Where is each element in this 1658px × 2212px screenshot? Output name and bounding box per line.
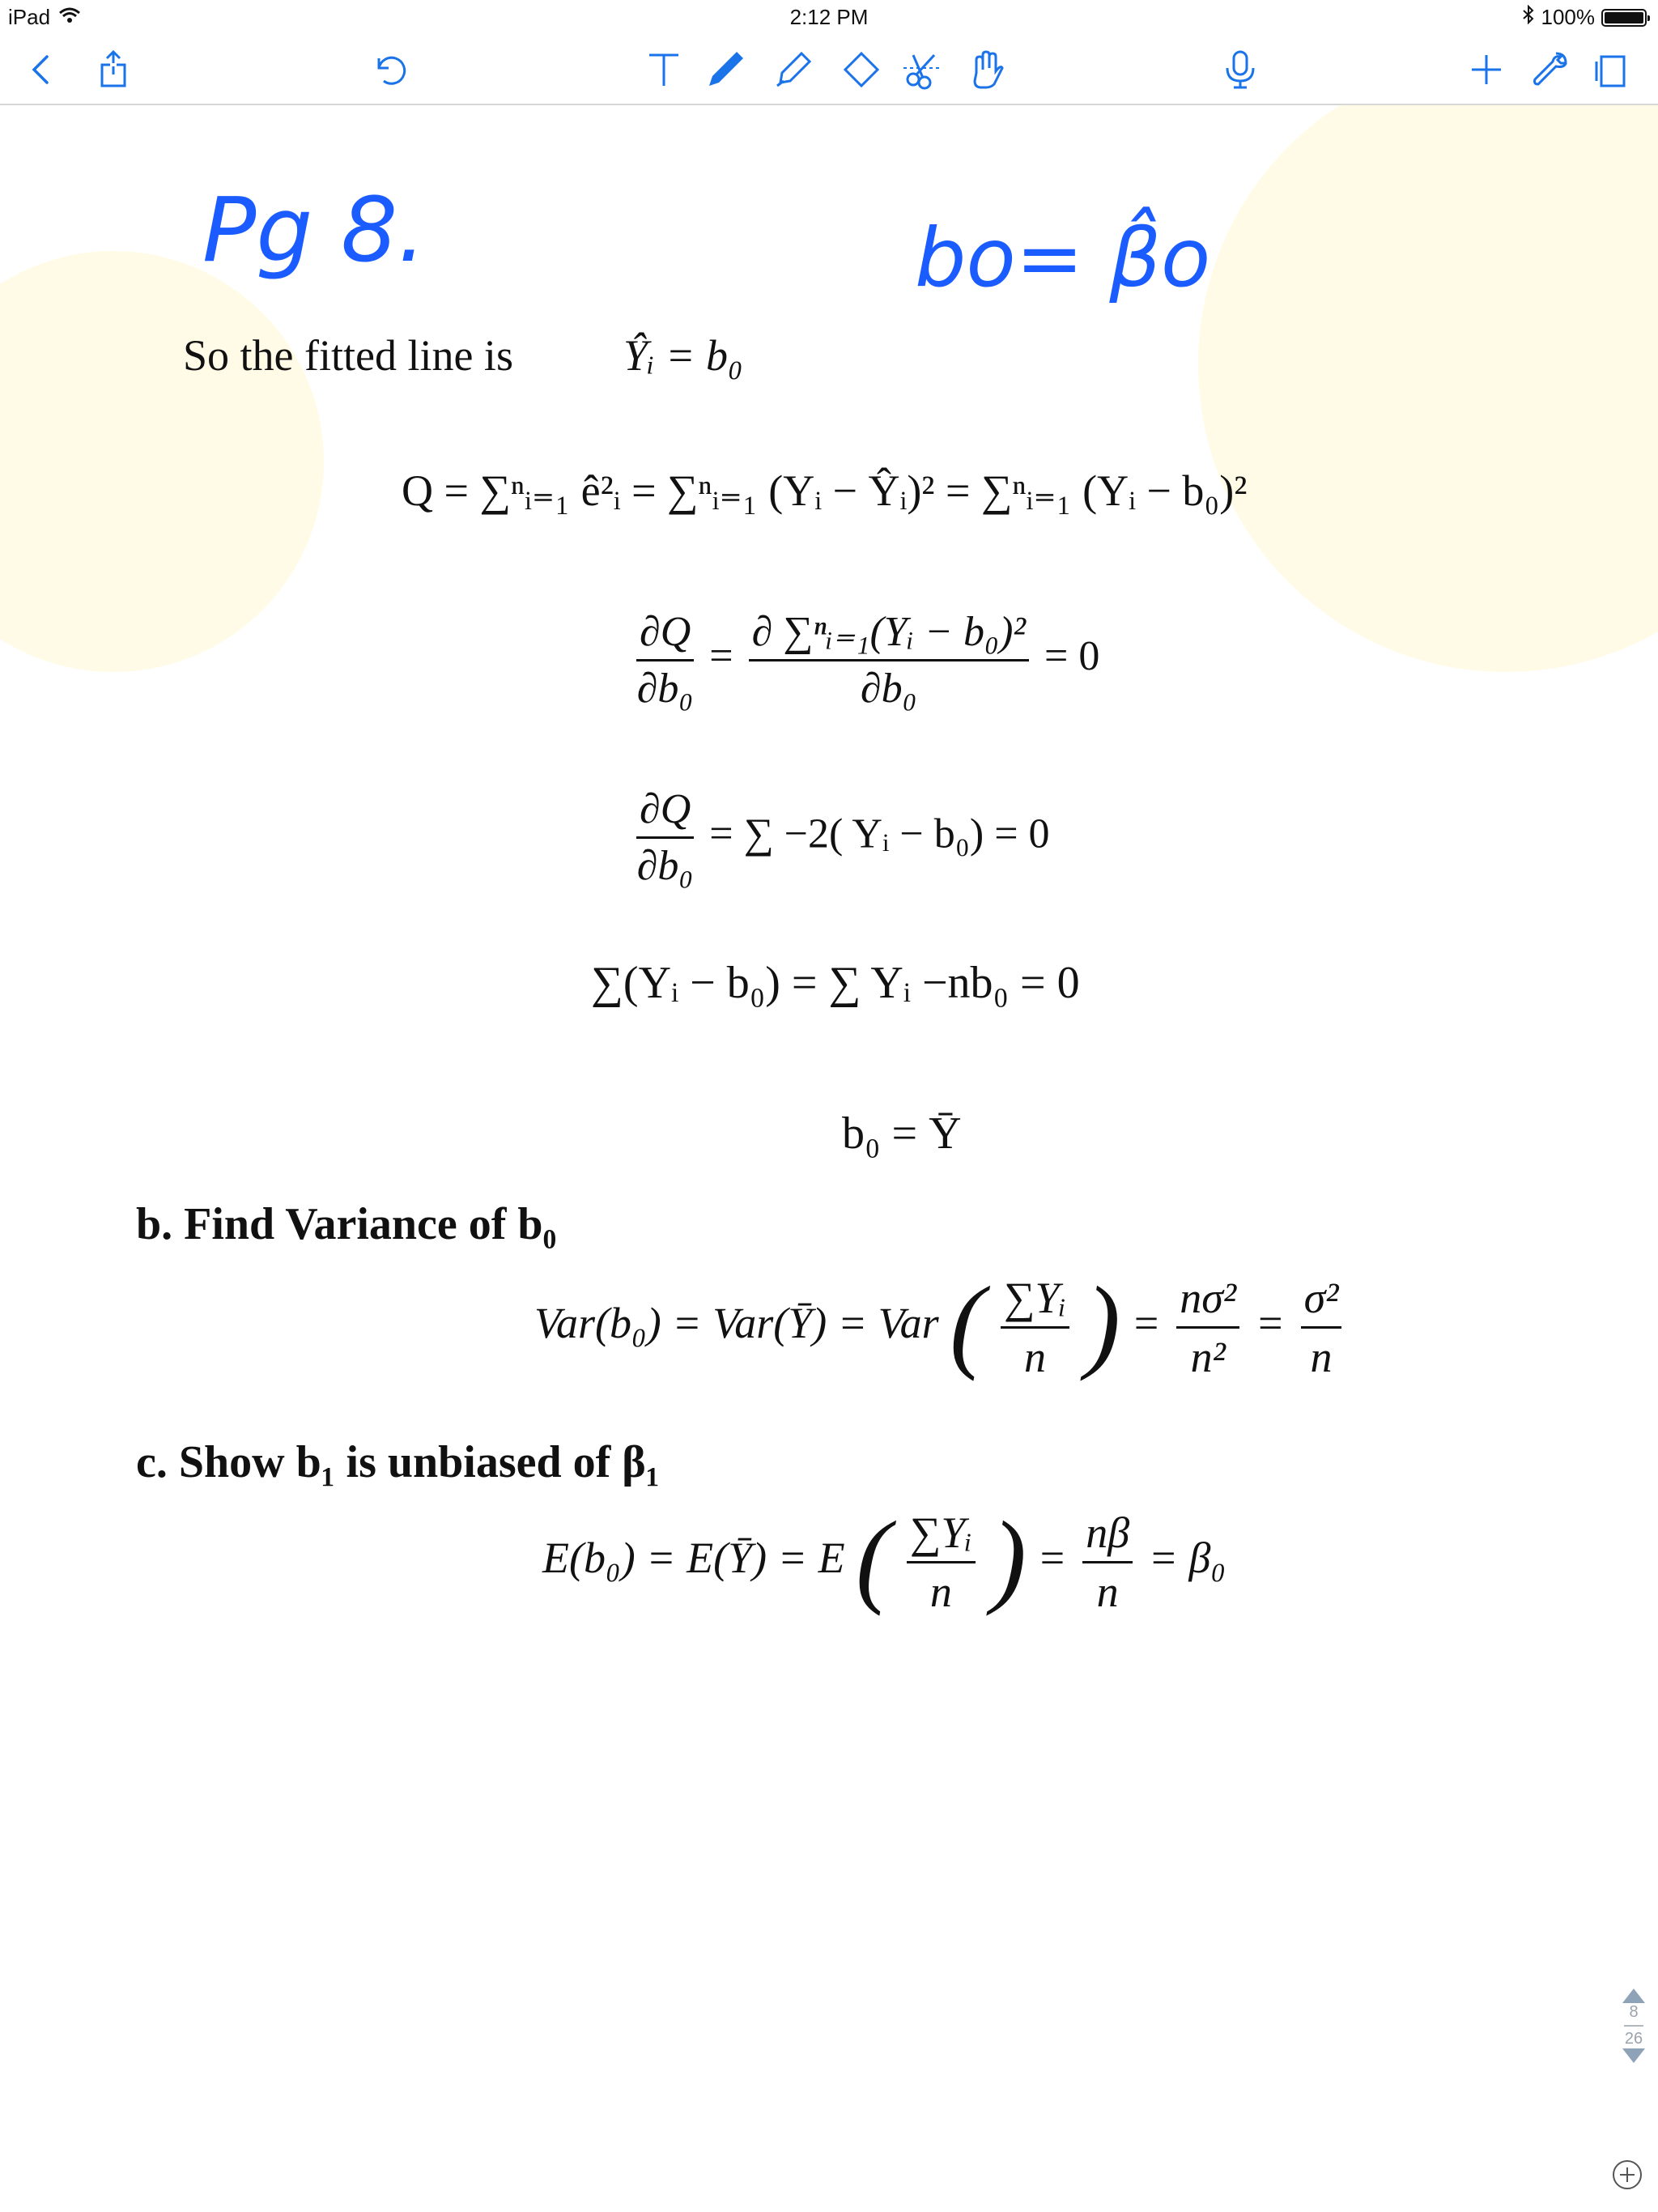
derivative-1-num: ∂Q — [636, 608, 694, 661]
fitted-yhat: Ŷᵢ — [623, 331, 655, 380]
toolbar — [0, 32, 1658, 105]
derivative-2-den: ∂b₀ — [636, 843, 694, 889]
derivative-1-fraction — [636, 608, 694, 713]
equals-sign: = — [709, 632, 733, 679]
zoom-in-icon[interactable] — [1611, 2159, 1643, 2191]
derivative-1-rhs: = 0 — [1044, 632, 1100, 679]
variance-frac-2 — [1176, 1273, 1239, 1382]
expectation-frac-1-num: ∑Yᵢ — [907, 1508, 976, 1563]
variance-frac-2-den: n² — [1190, 1333, 1226, 1382]
status-time: 2:12 PM — [789, 5, 869, 29]
add-icon[interactable] — [1464, 47, 1509, 92]
expectation-frac-2-den: n — [1096, 1568, 1119, 1617]
status-bar — [0, 0, 1658, 32]
variance-equation — [534, 1263, 1346, 1385]
document-page[interactable] — [0, 105, 1658, 2212]
eraser-icon[interactable] — [839, 47, 884, 92]
undo-icon[interactable] — [366, 47, 411, 92]
page-down-icon[interactable] — [1622, 2048, 1645, 2063]
derivative-1-den-2: ∂b₀ — [860, 666, 917, 712]
pen-icon[interactable] — [703, 47, 748, 92]
right-paren: ) — [991, 1500, 1027, 1617]
page-up-icon[interactable] — [1622, 1989, 1645, 2003]
sum-equation: ∑(Yᵢ − b₀) = ∑ Yᵢ −nb₀ = 0 — [591, 958, 1080, 1008]
section-b-heading: b. Find Variance of b₀ — [136, 1199, 557, 1249]
expectation-frac-1-den: n — [929, 1568, 952, 1617]
derivative-2-rhs: = ∑ −2( Yᵢ − b₀) = 0 — [709, 810, 1050, 857]
expectation-frac-1 — [907, 1508, 976, 1617]
text-tool-icon[interactable] — [641, 47, 687, 92]
variance-frac-1-num: ∑Yᵢ — [1001, 1273, 1069, 1329]
total-pages: 26 — [1624, 2030, 1643, 2048]
watermark — [0, 251, 324, 672]
equals-sign: = — [1131, 1299, 1161, 1347]
derivative-1-den: ∂b₀ — [636, 665, 694, 712]
expectation-rhs: = β₀ — [1148, 1534, 1226, 1582]
variance-frac-3-num: σ² — [1301, 1273, 1342, 1329]
expectation-frac-2-num: nβ — [1082, 1508, 1133, 1563]
device-name: iPad — [8, 5, 51, 29]
variance-lhs: Var(b₀) = Var(Ȳ) = Var — [534, 1299, 939, 1347]
derivative-1-num-2: ∂ ∑ⁿᵢ₌₁(Yᵢ − b₀)² — [749, 607, 1029, 661]
battery-percent: 100% — [1541, 5, 1595, 29]
current-page: 8 — [1629, 2003, 1639, 2021]
variance-frac-2-num: nσ² — [1176, 1273, 1239, 1329]
page-divider — [1624, 2025, 1643, 2027]
battery-icon — [1601, 9, 1647, 27]
derivative-equation-1 — [631, 607, 1099, 713]
expectation-lhs: E(b₀) = E(Ȳ) = E — [542, 1534, 845, 1582]
expectation-frac-2 — [1082, 1508, 1133, 1617]
derivative-2-num: ∂Q — [636, 785, 694, 839]
status-right — [1522, 5, 1647, 30]
fitted-rhs: = b₀ — [665, 331, 743, 380]
variance-frac-1-den: n — [1024, 1333, 1046, 1382]
right-paren: ) — [1085, 1266, 1120, 1382]
handwritten-b0-note: bo= β̂o — [915, 211, 1211, 305]
derivative-equation-2 — [631, 785, 1050, 890]
b0-result: b₀ = Ȳ — [842, 1108, 962, 1159]
hand-icon[interactable] — [963, 47, 1009, 92]
fitted-line-equation — [623, 330, 743, 381]
handwritten-page-note: Pg 8. — [202, 178, 427, 282]
back-icon[interactable] — [19, 47, 65, 92]
variance-frac-3 — [1301, 1273, 1342, 1382]
left-paren: ( — [950, 1266, 985, 1382]
pages-icon[interactable] — [1588, 47, 1634, 92]
fitted-line-intro: So the fitted line is — [183, 331, 513, 380]
bluetooth-icon — [1522, 5, 1535, 30]
wrench-icon[interactable] — [1527, 47, 1572, 92]
left-paren: ( — [856, 1500, 891, 1617]
expectation-equation — [542, 1498, 1226, 1619]
battery-level — [1605, 12, 1643, 23]
share-icon[interactable] — [91, 47, 136, 92]
microphone-icon[interactable] — [1218, 47, 1263, 92]
derivative-2-fraction — [636, 785, 694, 890]
equals-sign: = — [1037, 1534, 1067, 1582]
page-indicator[interactable] — [1618, 1989, 1650, 2063]
variance-frac-1 — [1001, 1273, 1069, 1382]
section-c-heading: c. Show b₁ is unbiased of β₁ — [136, 1437, 660, 1487]
q-equation: Q = ∑ⁿᵢ₌₁ ê²ᵢ = ∑ⁿᵢ₌₁ (Yᵢ − Ŷᵢ)² = ∑ⁿᵢ₌₁ (Yᵢ − b₀)² — [402, 466, 1248, 515]
equals-sign: = — [1255, 1299, 1286, 1347]
highlighter-icon[interactable] — [771, 47, 816, 92]
variance-frac-3-den: n — [1310, 1333, 1333, 1382]
lasso-scissors-icon[interactable] — [900, 47, 946, 92]
watermark — [1198, 105, 1658, 672]
derivative-1-fraction-2 — [749, 607, 1029, 713]
